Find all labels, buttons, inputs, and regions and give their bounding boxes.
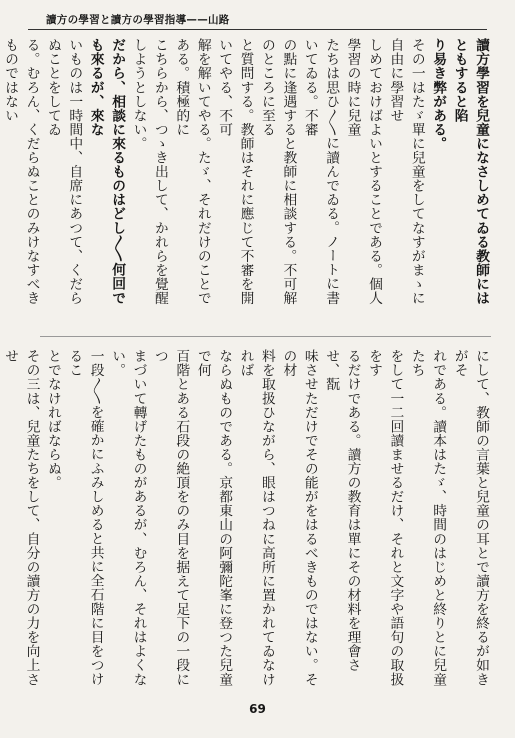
header-rule bbox=[28, 29, 487, 30]
upper-lead-line: 讀方學習を兒童になさしめてゐる教師にはともすると陷 bbox=[451, 38, 489, 305]
upper-line-10: る。むろん、くだらぬことのみけなすべきものではない bbox=[2, 38, 40, 305]
upper-line-4: の點に逢遇すると教師に相談する。不可解のところに至る bbox=[258, 38, 297, 305]
upper-line-6: 解を解いてやる。たゞ、それだけのことである。積極的に bbox=[173, 38, 211, 305]
upper-line-1: その一はたゞ單に兒童をしてなすがまゝに自由に學習せ bbox=[387, 38, 425, 305]
lower-line-0: にして、教師の言葉と兒童の耳とで讀方を終るが如きがそ bbox=[451, 349, 489, 687]
upper-line-3: たちは思ひ〳〵に讀んでゐる。ノートに書いてゐる。不審 bbox=[301, 38, 340, 305]
lower-line-10: とでなければならぬ。 bbox=[44, 349, 61, 490]
lower-line-6: ならぬものである。京都東山の阿彌陀峯に登つた兒童で何 bbox=[194, 349, 233, 687]
lower-line-3: るだけである。讀方の教育は單にその材料を理會させ、翫 bbox=[323, 349, 361, 673]
running-header bbox=[46, 12, 487, 26]
lower-line-4: 味させただけでその能がをはるべきものではない。その材 bbox=[280, 349, 318, 687]
lower-line-5: 料を取扱ひながら、眼はつねに高所に置かれてゐなければ bbox=[237, 349, 275, 687]
column-divider bbox=[40, 336, 491, 337]
upper-line-5: と質問する。教師はそれに應じて不審を開いてやる、不可 bbox=[216, 38, 254, 305]
lower-line-8: まづいて轉げたものがあるが、むろん、それはよくない。 bbox=[109, 349, 147, 687]
upper-text-column bbox=[2, 38, 491, 310]
lower-line-1: れである。讀本はたゞ、時間のはじめと終りとに兒童たち bbox=[408, 349, 447, 687]
running-title: 讀方の學習と讀方の學習指導——山路 bbox=[46, 14, 230, 26]
upper-line-0: り易き弊がある。 bbox=[430, 38, 447, 151]
lower-line-7: 百階とある石段の絶頂をのみ目を据えて足下の一段につ bbox=[151, 349, 190, 687]
upper-line-2: しめておけばよいとすることである。個人學習の時に兒童 bbox=[344, 38, 382, 305]
lower-line-11: その三は、兒童たちをして、自分の讀方の力を向上させ bbox=[2, 349, 40, 687]
lower-line-2: をして一二回讀ませるだけ、それと文字や語句の取扱をす bbox=[365, 349, 404, 687]
upper-line-8: だから、相談に來るものはどし〳〵何回でも來るが、來な bbox=[87, 38, 126, 305]
page-number: 69 bbox=[249, 702, 266, 716]
lower-text-column bbox=[2, 349, 491, 693]
upper-line-9: いものは一時間中、自席にあつて、くだらぬことをしてゐ bbox=[44, 38, 83, 305]
upper-line-7: こちらから、つゝき出して、かれらを覺醒しようとしない。 bbox=[130, 38, 168, 305]
lower-line-9: 一段〳〵を確かにふみしめると共に全石階に目をつけるこ bbox=[66, 349, 104, 686]
